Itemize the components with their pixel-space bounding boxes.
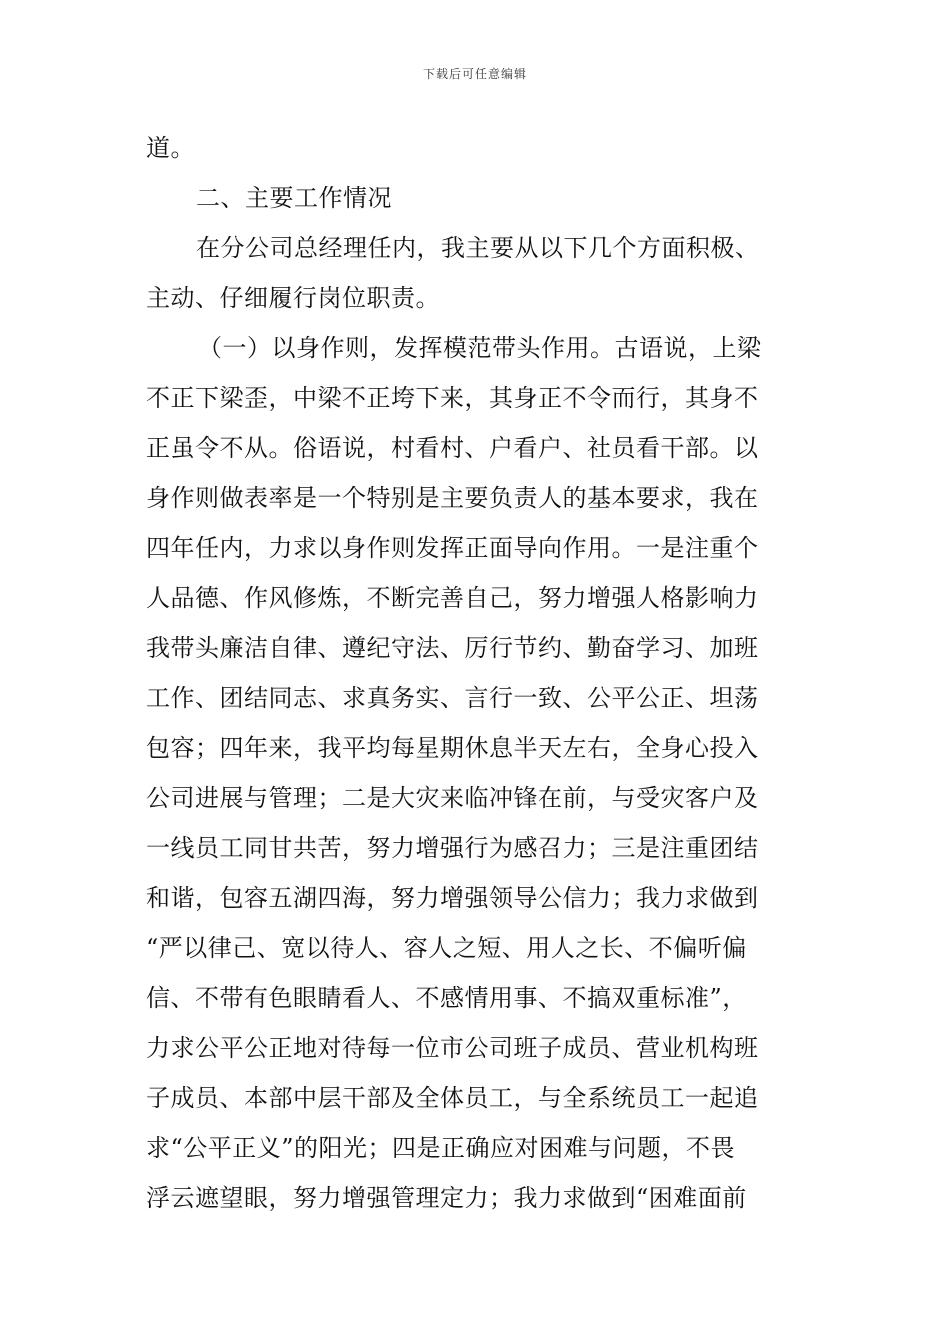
body-line: 主动、仔细履行岗位职责。 xyxy=(146,284,440,312)
body-line: 我带头廉洁自律、遵纪守法、厉行节约、勤奋学习、加班 xyxy=(146,634,759,662)
section-heading: 二、主要工作情况 xyxy=(196,184,392,212)
subsection-line: （一）以身作则，发挥模范带头作用。古语说，上梁 xyxy=(198,334,762,362)
body-line: “严以律己、宽以待人、容人之短、用人之长、不偏听偏 xyxy=(146,934,747,962)
body-line: 一线员工同甘共苦，努力增强行为感召力；三是注重团结 xyxy=(146,834,759,862)
body-line: 浮云遮望眼，努力增强管理定力；我力求做到“困难面前 xyxy=(146,1184,747,1212)
body-line: 在分公司总经理任内，我主要从以下几个方面积极、 xyxy=(196,234,760,262)
body-line: 和谐，包容五湖四海，努力增强领导公信力；我力求做到 xyxy=(146,884,759,912)
body-line: 包容；四年来，我平均每星期休息半天左右，全身心投入 xyxy=(146,734,759,762)
page-header: 下载后可任意编辑 xyxy=(422,67,527,81)
body-line: 工作、团结同志、求真务实、言行一致、公平公正、坦荡 xyxy=(146,684,759,712)
body-line: 身作则做表率是一个特别是主要负责人的基本要求，我在 xyxy=(146,484,759,512)
body-line: 四年任内，力求以身作则发挥正面导向作用。一是注重个 xyxy=(146,534,759,562)
body-line: 正虽令不从。俗语说，村看村、户看户、社员看干部。以 xyxy=(146,434,759,462)
body-line: 子成员、本部中层干部及全体员工，与全系统员工一起追 xyxy=(146,1084,759,1112)
body-line: 人品德、作风修炼，不断完善自己，努力增强人格影响力 xyxy=(146,584,759,612)
body-line: 信、不带有色眼睛看人、不感情用事、不搞双重标准”， xyxy=(146,984,747,1012)
body-line: 力求公平公正地对待每一位市公司班子成员、营业机构班 xyxy=(146,1034,759,1062)
body-line: 不正下梁歪，中梁不正垮下来，其身正不令而行，其身不 xyxy=(146,384,759,412)
body-line: 求“公平正义”的阳光；四是正确应对困难与问题，不畏 xyxy=(146,1134,736,1162)
body-line: 公司进展与管理；二是大灾来临冲锋在前，与受灾客户及 xyxy=(146,784,759,812)
body-line: 道。 xyxy=(146,134,195,162)
